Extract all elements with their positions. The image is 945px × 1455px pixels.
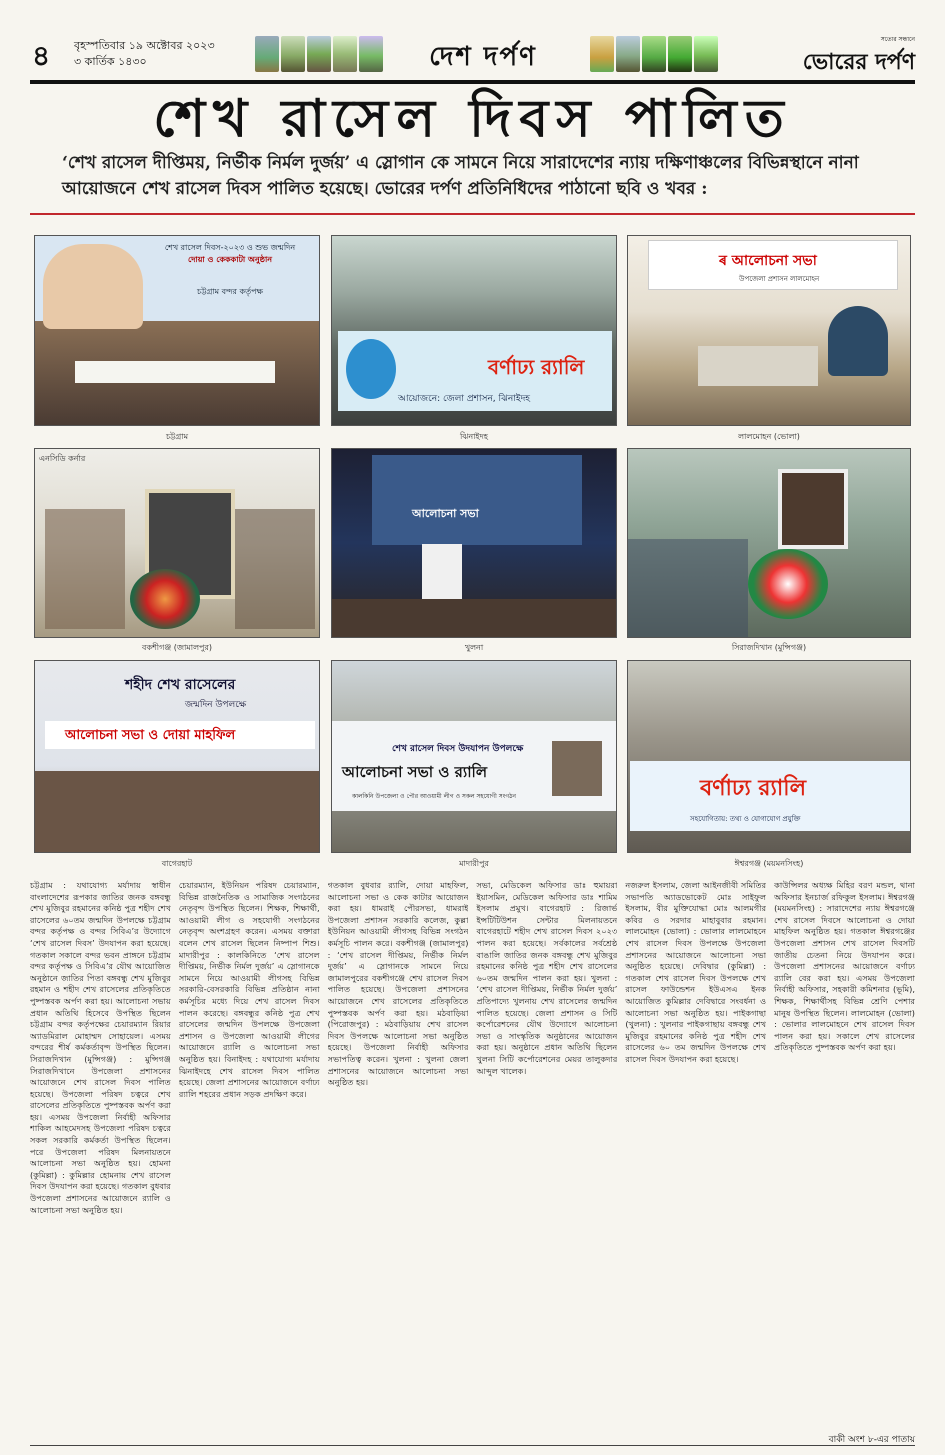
people-image [35, 771, 320, 853]
photo-caption: ঝিনাইদহ [459, 432, 488, 441]
brand-name: ভোরের দর্পণ [802, 49, 915, 75]
portrait-frame [778, 469, 848, 549]
speaker-image [422, 544, 462, 604]
banner-strip [45, 721, 315, 749]
banner-line-3: আলোচনা সভা ও দোয়া মাহফিল [65, 728, 236, 743]
photo-jhenaidah [331, 235, 617, 426]
people-image [628, 539, 748, 638]
section-title: দেশ দর্পণ [429, 42, 537, 72]
footer-divider [30, 1445, 915, 1446]
thumbnail-image [281, 36, 305, 72]
article-column: সভা, মেডিকেল অফিসার ডাঃ হুমায়রা ইয়াসমিন, মেডিকেল অফিসার ডাঃ শামিম ইসলাম প্রমুখ। বাগেরহাট : রিজার্ভ ইন্সটিটিউশন সেন্টার মিলনায়তনে বাগেরহাটে শহীদ শেখ রাসেল দিবস ২০২৩ পালন করা হয়েছে। সর্বকালের সর্বশ্রেষ্ঠ বাঙালি জাতির জনক বঙ্গবন্ধু শেখ মুজিবুর রহমানের কনিষ্ঠ পুত্র শহীদ শেখ রাসেলের ৬০তম জন্মদিন পালন করা হয়। খুলনা : ‘শেখ রাসেল দীপ্তিময়, নির্ভীক নির্মল দুর্জয়’ প্রতিপাদ্যে খুলনায় শেখ রাসেলের জন্মদিন পালিত হয়েছে। জেলা প্রশাসন ও সিটি কর্পোরেশনের যৌথ উদ্যোগে আলোচনা সভা ও সাংস্কৃতিক অনুষ্ঠানের আয়োজন করা হয়। অনুষ্ঠানে প্রধান অতিথি ছিলেন খুলনা সিটি কর্পোরেশনের মেয়র তালুকদার আব্দুল খালেক। [476, 880, 618, 1076]
thumbnail-image [307, 36, 331, 72]
article-column: চট্টগ্রাম : যথাযোগ্য মর্যাদায় স্বাধীন বাংলাদেশের রূপকার জাতির জনক বঙ্গবন্ধু শেখ মুজিবুর রহমানের কনিষ্ঠ পুত্র শহীদ শেখ রাসেলের ৬০তম জন্মদিন উপলক্ষে চট্টগ্রাম বন্দর কর্তৃপক্ষ ও বন্দর সিবিএ’র উদ্যোগে ‘শেখ রাসেল দিবস’ উদযাপন করা হয়েছে। গতকাল সকালে বন্দর ভবন প্রাঙ্গনে চট্টগ্রাম বন্দর কর্তৃপক্ষ ও সিবিএ’র যৌথ আয়োজিত অনুষ্ঠানে জাতির পিতা বঙ্গবন্ধু শেখ মুজিবুর রহমান ও শহীদ শেখ রাসেলের প্রতিকৃতিতে পুষ্পস্তবক অর্পণ করা হয়। আলোচনা সভায় প্রধান অতিথি হিসেবে উপস্থিত ছিলেন চট্টগ্রাম বন্দর কর্তৃপক্ষের চেয়ারম্যান রিয়ার অ্যাডমিরাল মোহাম্মদ সোহায়েল। এসময় বন্দরের শীর্ষ কর্মকর্তাবৃন্দ উপস্থিত ছিলেন। সিরাজদিখান (মুন্সিগঞ্জ) : মুন্সিগঞ্জ সিরাজদিখানে উপজেলা প্রশাসনের আয়োজনে শেখ রাসেল দিবস পালিত হয়েছে। উপজেলা পরিষদ চত্বরে শেখ রাসেলের প্রতিকৃতিতে পুষ্পস্তবক অর্পণ করা হয়। এসময় উপজেলা নির্বাহী অফিসার শাকিল আহমেদসহ উপজেলা পরিষদ চত্বরে সকল সরকারি কর্মকর্তা উপস্থিত ছিলেন। পরে উপজেলা পরিষদ মিলনায়তনে আলোচনা সভা অনুষ্ঠিত হয়। হোমনা (কুমিল্লা) : কুমিল্লার হোমনায় শেখ রাসেল দিবস উদযাপন করা হয়েছে। গতকাল বুধবার উপজেলা প্রশাসনের আয়োজনে র‍্যালি ও আলোচনা সভা অনুষ্ঠিত হয়। [30, 880, 171, 1215]
banner-line-1: শহীদ শেখ রাসেলের [125, 677, 236, 693]
photo-caption: বাগেরহাট [161, 859, 193, 868]
banner-text [145, 242, 315, 298]
date-line-1: বৃহস্পতিবার ১৯ অক্টোবর ২০২৩ [74, 39, 215, 52]
banner-line-1: শেখ রাসেল দিবস-২০২৩ ও শুভ জন্মদিন [164, 243, 296, 252]
cake-image [75, 361, 275, 383]
photo-ishwarganj [627, 660, 911, 853]
projection-screen [372, 455, 582, 545]
photo-caption: সিরাজদিখান (মুন্সিগঞ্জ) [731, 643, 807, 652]
photo-khulna [331, 448, 617, 638]
portrait-image [552, 741, 602, 796]
photo-caption: ঈশ্বরগঞ্জ (ময়মনসিংহ) [734, 859, 804, 868]
banner-line-2: দোয়া ও কেককাটা অনুষ্ঠান [187, 255, 273, 264]
people-image [45, 509, 125, 629]
logo-image [346, 339, 396, 399]
masthead-divider [30, 80, 915, 84]
audience-image [332, 599, 617, 638]
banner-line-2: উপজেলা প্রশাসন লালমোহন [739, 275, 820, 283]
headline-divider [30, 213, 915, 215]
article-columns [30, 880, 915, 1425]
people-image [235, 509, 315, 629]
thumbnail-image [694, 36, 718, 72]
photo-madaripur [331, 660, 617, 853]
banner-line-1: ৰ আলোচনা সভা [719, 253, 817, 269]
stage-banner [648, 240, 898, 290]
photo-bakshiganj [34, 448, 320, 638]
headline: শেখ রাসেল দিবস পালিত [153, 88, 792, 149]
continued-note: বাকী অংশ ৮-এর পাতায় [828, 1435, 915, 1445]
article-column: চেয়ারম্যান, ইউনিয়ন পরিষদ চেয়ারম্যান, বিভিন্ন রাজনৈতিক ও সামাজিক সংগঠনের নেতৃবৃন্দ উপস্থিত ছিলেন। শিক্ষক, শিক্ষার্থী, আওয়ামী লীগ ও সহযোগী সংগঠনের নেতৃবৃন্দ অংশগ্রহণ করেন। এসময় বক্তারা বলেন শেখ রাসেল ছিলেন নিষ্পাপ শিশু। মাদারীপুর : কালকিনিতে ‘শেখ রাসেল দীপ্তিময়, নির্ভীক নির্মল দুর্জয়’ এ স্লোগানকে সামনে নিয়ে আওয়ামী লীগসহ বিভিন্ন সরকারি-বেসরকারি বিভিন্ন প্রতিষ্ঠান নানা কর্মসূচির মধ্যে দিয়ে শেখ রাসেল দিবস পালন করেছে। বঙ্গবন্ধুর কনিষ্ঠ পুত্র শেখ রাসেলের জন্মদিন উপলক্ষে উপজেলা প্রশাসন ও উপজেলা আওয়ামী লীগের আয়োজনে র‍্যালি ও আলোচনা সভা অনুষ্ঠিত হয়। বিনাইদহ : যথাযোগ্য মর্যাদায় ঝিনাইদহে শেখ রাসেল দিবস পালিত হয়েছে। জেলা প্রশাসনের আয়োজনে বর্ণাঢ্য র‍্যালি শহরের প্রধান সড়ক প্রদক্ষিণ করে। [178, 880, 320, 1099]
banner-line-2: আয়োজনে: জেলা প্রশাসন, ঝিনাইদহ [398, 394, 531, 404]
photo-chattogram [34, 235, 320, 426]
photo-sirajdikhan [627, 448, 911, 638]
photo-caption: চট্টগ্রাম [165, 432, 189, 441]
thumbnail-image [668, 36, 692, 72]
thumbnail-image [616, 36, 640, 72]
thumbnail-image [642, 36, 666, 72]
article-column: গতকাল বুধবার র‍্যালি, দোয়া মাহফিল, আলোচনা সভা ও কেক কাটার আয়োজন করা হয়। ধামরাই পৌরসভা, ধামরাই উপজেলা প্রশাসন সরকারি কলেজ, কুল্লা ইউনিয়ন আওয়ামী লীগসহ বিভিন্ন সংগঠন কর্মসূচি পালন করে। বকশীগঞ্জ (জামালপুর) : ‘শেখ রাসেল দীপ্তিময়, নির্ভীক নির্মল দুর্জয়’ এ স্লোগানকে সামনে নিয়ে জামালপুরের বকশীগঞ্জে শেখ রাসেল দিবস পালিত হয়েছে। উপজেলা প্রশাসনের আয়োজনে শেখ রাসেলের প্রতিকৃতিতে পুষ্পস্তবক অর্পণ করা হয়। মঠবাড়িয়া (পিরোজপুর) : মঠবাড়িয়ায় শেখ রাসেল দিবস উপলক্ষে আলোচনা সভা অনুষ্ঠিত হয়েছে। উপজেলা নির্বাহী অফিসার সভাপতিত্ব করেন। খুলনা : খুলনা জেলা প্রশাসনের আয়োজনে আলোচনা সভা অনুষ্ঠিত হয়। [327, 880, 469, 1088]
banner-line-2: সহযোগিতায়: তথ্য ও যোগাযোগ প্রযুক্তি [690, 815, 801, 823]
deck-text: ‘শেখ রাসেল দীপ্তিময়, নির্ভীক নির্মল দুর্জয়’ এ স্লোগান কে সামনে নিয়ে সারাদেশের ন্যায় দক্ষিণাঞ্চলের বিভিন্নস্থানে নানা আয়োজনে শেখ রাসেল দিবস পালিত হয়েছে। ভোরের দর্পণ প্রতিনিধিদের পাঠানো ছবি ও খবর : [62, 153, 859, 199]
wreath-image [130, 569, 200, 629]
sign-image [35, 661, 95, 721]
banner-line-2: জন্মদিন উপলক্ষে [185, 700, 247, 710]
wreath-image [748, 549, 828, 619]
banner-line-2: আলোচনা সভা ও র‍্যালি [342, 763, 488, 781]
photo-caption: খুলনা [464, 643, 484, 652]
portrait-image [43, 244, 143, 329]
banner-line-3: চট্টগ্রাম বন্দর কর্তৃপক্ষ [197, 287, 263, 296]
photo-caption: মাদারীপুর [459, 859, 489, 868]
masthead [30, 34, 915, 80]
rally-banner [332, 721, 617, 811]
thumbnail-image [333, 36, 357, 72]
date-line-2: ৩ কার্তিক ১৪৩০ [74, 55, 147, 68]
masthead-thumbnails-left [255, 36, 383, 72]
article-column: কাউন্সিলর অধ্যক্ষ মিহির বরণ মন্ডল, থানা অফিসার ইনচার্জ রফিকুল ইসলাম। ঈশ্বরগঞ্জ (ময়মনসিংহ) : সারাদেশের ন্যায় ঈশ্বরগঞ্জে শেখ রাসেল দিবসে আলোচনা ও দোয়া মাহফিল অনুষ্ঠিত হয়। গতকাল ঈশ্বরগঞ্জের উপজেলা প্রশাসন শেখ রাসেল দিবসটি জাতীয় চেতনা নিয়ে উদযাপন করে। উপজেলা প্রশাসনের আয়োজনে বর্ণাঢ্য র‍্যালি বের করা হয়। এসময় উপজেলা নির্বাহী অফিসার, সহকারী কমিশনার (ভূমি), শিক্ষক, শিক্ষার্থীসহ বিভিন্ন শ্রেণি পেশার মানুষ উপস্থিত ছিলেন। লালমোহন (ভোলা) : ভোলার লালমোহনে শেখ রাসেল দিবস পালন করা হয়। সকালে শেখ রাসেলের প্রতিকৃতিতে পুষ্পস্তবক অর্পণ করা হয়। [774, 880, 915, 1053]
banner-line-1: বর্ণাঢ্য র‍্যালি [488, 355, 585, 379]
rally-banner [630, 761, 910, 831]
rally-banner [338, 331, 612, 411]
podium-image [698, 346, 818, 386]
photo-caption: বকশীগঞ্জ (জামালপুর) [142, 643, 212, 652]
banner-line-1: বর্ণাঢ্য র‍্যালি [700, 775, 806, 801]
brand-logo [803, 34, 915, 82]
thumbnail-image [359, 36, 383, 72]
banner-line-3: কালকিনি উপজেলা ও পৌর আওয়ামী লীগ ও সকল সহযোগী সংগঠন [352, 793, 517, 800]
photo-lalmohan [627, 235, 911, 426]
thumbnail-image [255, 36, 279, 72]
photo-bagerhat [34, 660, 320, 853]
screen-text: আলোচনা সভা [412, 507, 479, 520]
speaker-image [828, 306, 888, 376]
article-column: নজরুল ইসলাম, জেলা আইনজীবী সমিতির সভাপতি অ্যাডভোকেট মোঃ সাইফুল ইসলাম, বীর মুক্তিযোদ্ধা মোঃ আলমগীর কবির ও সরদার মাহাবুবার রহমান। লালমোহন (ভোলা) : ভোলার লালমোহনে শেখ রাসেল দিবস উপলক্ষে উপজেলা প্রশাসনের আয়োজনে আলোচনা সভা অনুষ্ঠিত হয়েছে। দেবিদ্বার (কুমিল্লা) : গতকাল শেখ রাসেল দিবস উপলক্ষে শেখ রাসেল ফাউন্ডেশন ইউএসএ ইনক আয়োজিত কুমিল্লার দেবিদ্বারে সংবর্ধনা ও আলোচনা সভা অনুষ্ঠিত হয়। পাইকগাছা (খুলনা) : খুলনার পাইকগাছায় বঙ্গবন্ধু শেখ মুজিবুর রহমানের কনিষ্ঠ পুত্র শহীদ শেখ রাসেলের ৬০ তম জন্মদিন উপলক্ষে শেখ রাসেল দিবস উদযাপন করা হয়েছে। [625, 880, 767, 1064]
photo-caption: লালমোহন (ভোলা) [738, 432, 800, 441]
brand-tagline: সত্যের সন্ধানে [880, 36, 915, 43]
date-line [74, 38, 215, 70]
masthead-thumbnails-right [590, 36, 718, 72]
thumbnail-image [590, 36, 614, 72]
sign-text: এনসিডি কর্নার [39, 454, 86, 463]
banner-line-1: শেখ রাসেল দিবস উদযাপন উপলক্ষে [392, 744, 524, 754]
page-number: ৪ [32, 39, 51, 72]
